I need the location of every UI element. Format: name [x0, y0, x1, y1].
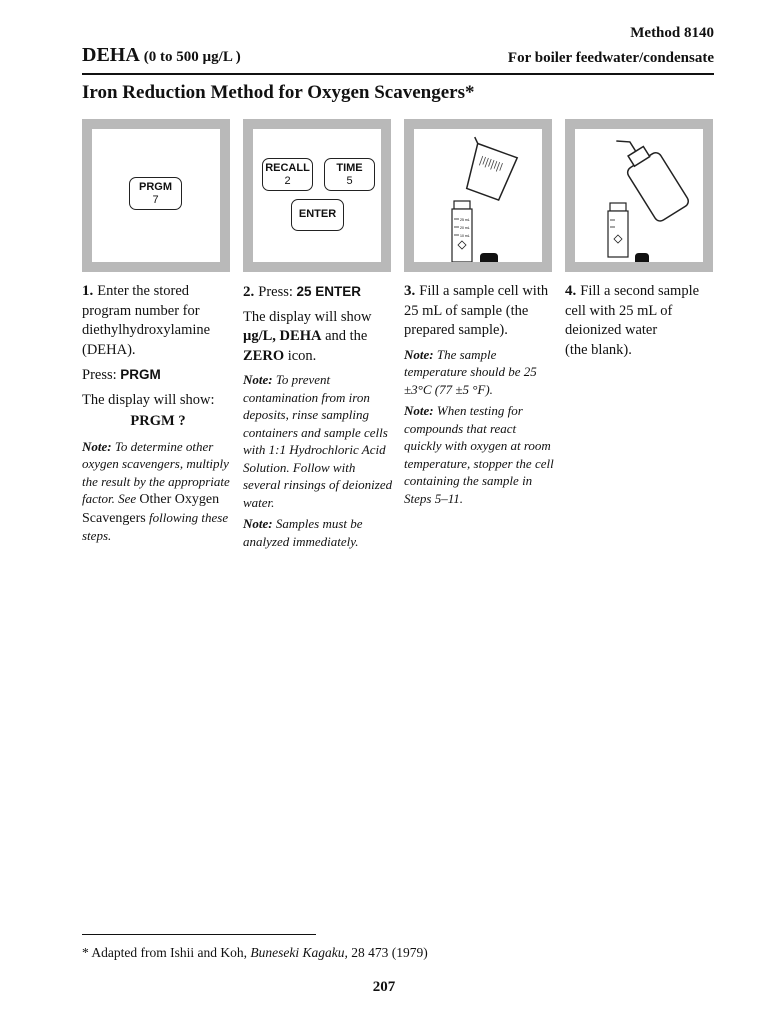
time-key-label: TIME: [336, 162, 363, 174]
step-2-note-1: [243, 371, 395, 511]
step-4-text-2: (the blank).: [565, 341, 632, 358]
step-1-press-key: PRGM: [120, 367, 161, 382]
recall-key-label: RECALL: [265, 162, 310, 174]
parameter-range: (0 to 500 µg/L ): [143, 49, 241, 65]
step-2-units: µg/L, DEHA: [243, 328, 322, 344]
step-4: [565, 282, 717, 365]
note-text: To determine other oxygen scavengers, multiply the result by the appropriate factor. See: [82, 438, 230, 506]
sample-cell-icon: [608, 203, 628, 257]
step-3-number: 3.: [404, 283, 416, 299]
parameter-name: DEHA: [82, 44, 140, 66]
note-label: Note:: [82, 438, 112, 454]
header-rule: [82, 73, 714, 75]
step-1-number: 1.: [82, 283, 94, 299]
step-1-press-label: Press:: [82, 367, 117, 383]
step-2-illustration: [243, 119, 391, 272]
step-2-zero: ZERO: [243, 347, 285, 364]
step-4-number: 4.: [565, 283, 577, 299]
note-text: The sample temperature should be 25 ±3°C (77 ±5 °F).: [404, 346, 537, 397]
prgm-key-digit: 7: [152, 193, 159, 206]
step-1-note: [82, 438, 234, 545]
footnote-rule: [82, 934, 316, 935]
time-key-digit: 5: [346, 174, 353, 187]
footnote-journal: Buneseki Kagaku,: [250, 945, 348, 960]
step-1-display-label: The display will show:: [82, 391, 215, 408]
note-text: To prevent contamination from iron deposits, rinse sampling containers and sample cells with 1:1 Hydrochloric Acid Solution. Follow with several rinsings of deionized water.: [243, 372, 393, 510]
step-1-text: Enter the stored program number for diethylhydroxylamine (DEHA).: [82, 283, 211, 358]
stopper-icon: [480, 253, 498, 262]
method-title: Iron Reduction Method for Oxygen Scavengers*: [82, 82, 475, 103]
step-3-note-1: [404, 346, 556, 399]
step-3-note-2: [404, 402, 556, 507]
note-label: Note:: [404, 403, 434, 418]
note-text: Samples must be analyzed immediately.: [243, 516, 363, 549]
step-2-text-a: The display will show: [243, 308, 372, 325]
cell-mark-25: 25 mL: [460, 218, 470, 222]
step-1-illustration: [82, 119, 230, 272]
page-number: 207: [372, 979, 396, 995]
step-1: [82, 282, 234, 549]
cell-mark-20: 20 mL: [460, 226, 470, 230]
application-note: For boiler feedwater/condensate: [507, 50, 714, 66]
recall-key-digit: 2: [284, 174, 291, 187]
recall-key: [262, 158, 313, 191]
step-2: [243, 282, 395, 554]
step-4-illustration: [565, 119, 713, 272]
method-number: Method 8140: [630, 25, 714, 41]
prgm-key: [129, 177, 182, 210]
step-2-press-key: 25 ENTER: [296, 284, 362, 299]
footnote-ref: 28 473 (1979): [351, 945, 428, 960]
footnote: [82, 945, 428, 961]
enter-key-label: ENTER: [298, 208, 337, 220]
enter-key: [291, 199, 344, 231]
step-3-illustration: [404, 119, 552, 272]
parameter-heading: [82, 44, 241, 67]
note-label: Note:: [243, 516, 273, 531]
prgm-key-label: PRGM: [139, 181, 172, 193]
time-key: [324, 158, 375, 191]
note-label: Note:: [243, 372, 273, 387]
note-label: Note:: [404, 346, 434, 362]
step-2-text-c: and the: [325, 328, 368, 344]
step-2-note-2: [243, 515, 395, 550]
wash-bottle-illustration: [575, 129, 703, 262]
beaker-icon: [457, 137, 519, 201]
beaker-pour-illustration: [414, 129, 542, 262]
step-3-text: Fill a sample cell with 25 mL of sample (the prepared sample).: [404, 283, 549, 338]
step-2-text-e: icon.: [287, 347, 317, 364]
note-tail: following these steps.: [82, 509, 229, 543]
step-1-display-value: PRGM ?: [130, 413, 186, 429]
sample-cell-icon: [452, 201, 472, 262]
footnote-text: * Adapted from Ishii and Koh,: [82, 945, 247, 960]
note-text: When testing for compounds that react quickly with oxygen at room temperature, stopper the cell containing the sample in Steps 5–11.: [404, 403, 554, 506]
step-4-text: Fill a second sample cell with 25 mL of deionized water: [565, 283, 700, 338]
step-2-press-label: Press:: [258, 284, 293, 300]
step-2-number: 2.: [243, 284, 255, 300]
stopper-icon: [635, 253, 649, 262]
other-scavengers-reference: Other Oxygen Scavengers: [82, 492, 220, 526]
cell-mark-10: 10 mL: [460, 234, 470, 238]
step-3: [404, 282, 556, 511]
